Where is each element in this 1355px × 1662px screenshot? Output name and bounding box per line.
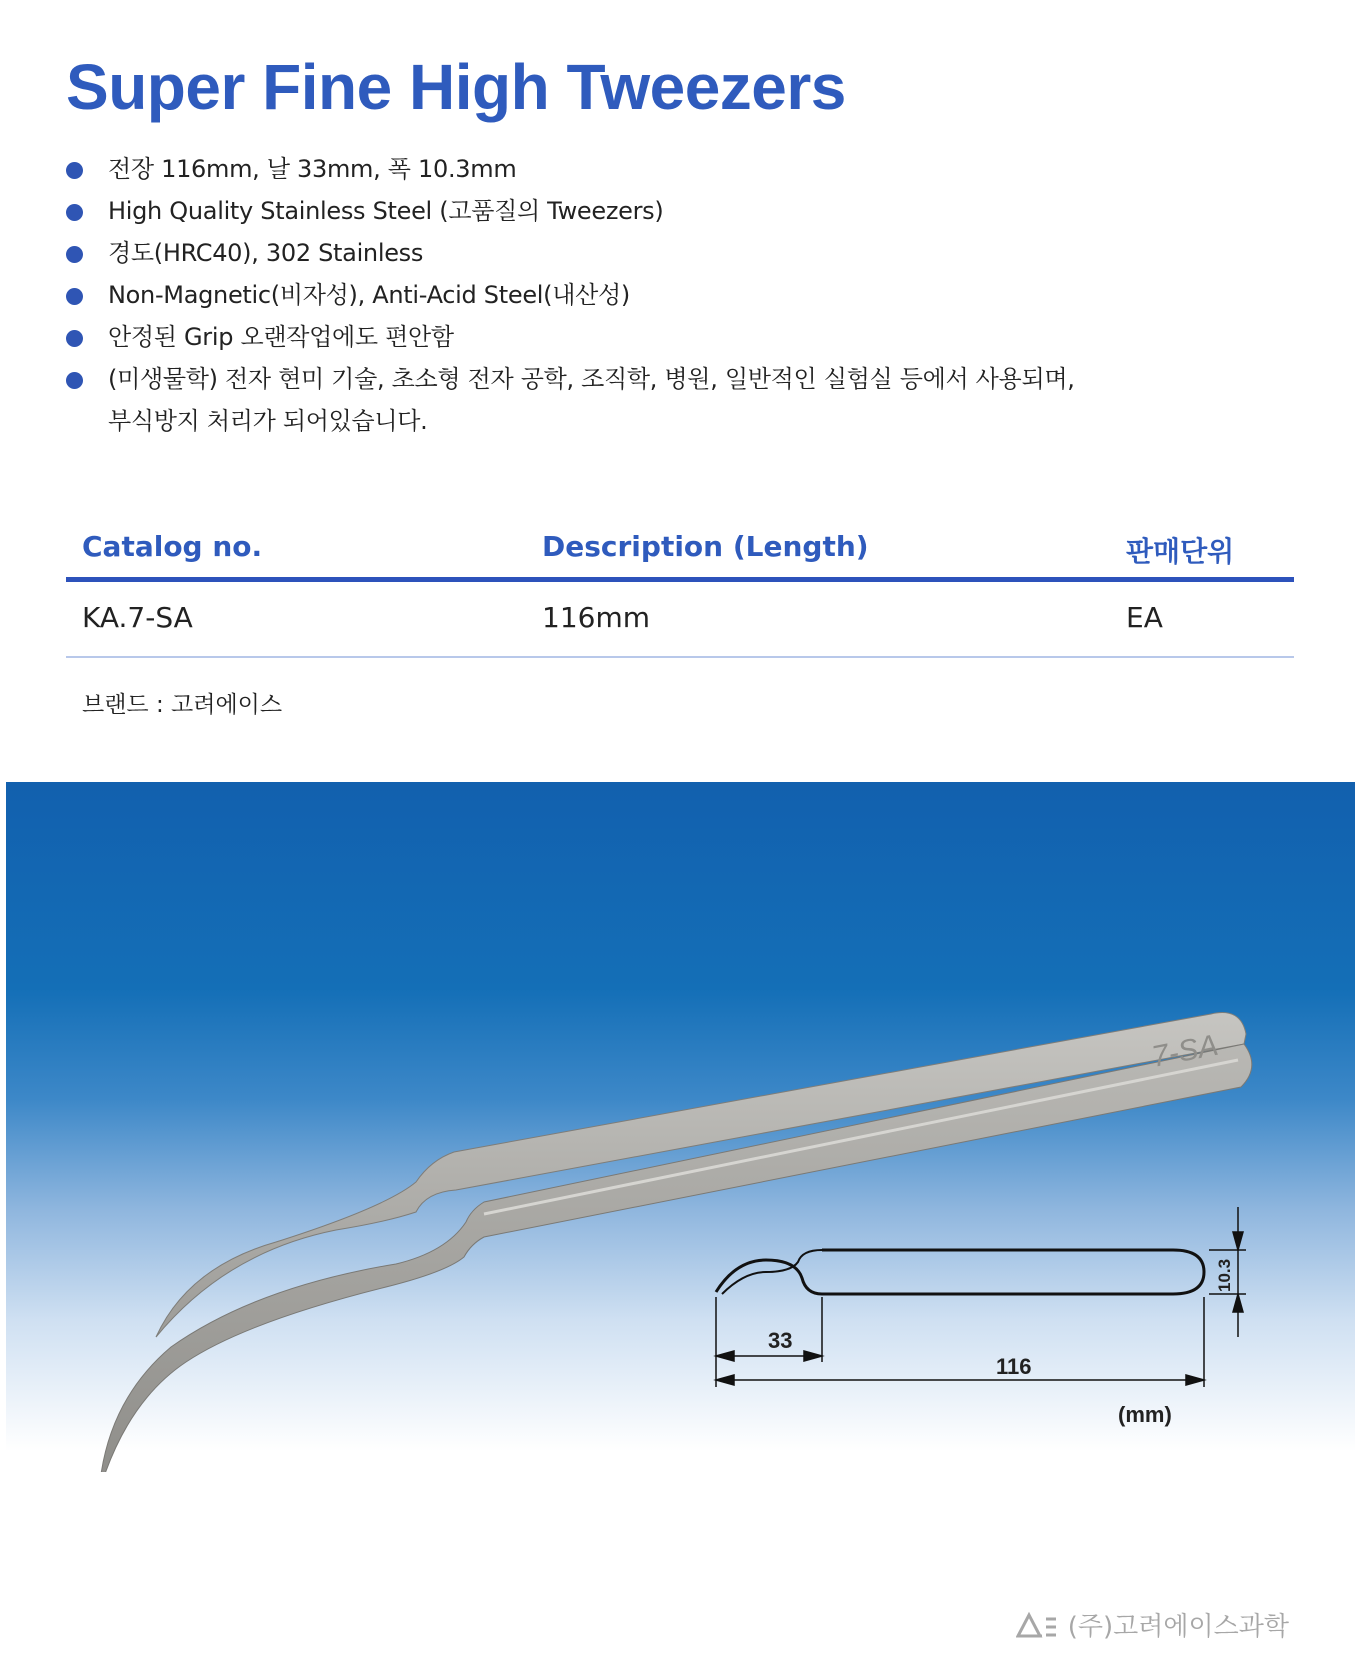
company-name: (주)고려에이스과학 [1067,1612,1289,1642]
tweezer-lower-arm [99,1044,1252,1472]
table-header [66,520,1294,582]
bullet-icon [66,330,83,347]
company-logo-icon [1016,1611,1058,1639]
table-row [66,582,1294,658]
bullet-icon [66,246,83,263]
dimension-length-label: 116 [996,1354,1032,1379]
feature-item: High Quality Stainless Steel (고품질의 Tweezers) [66,190,1166,232]
bullet-icon [66,162,83,179]
dimension-lines [716,1207,1246,1387]
feature-item: Non-Magnetic(비자성), Anti-Acid Steel(내산성) [66,274,1166,316]
feature-item: 전장 116mm, 날 33mm, 폭 10.3mm [66,148,1166,190]
feature-item: (미생물학) 전자 현미 기술, 초소형 전자 공학, 조직학, 병원, 일반적인 실험실 등에서 사용되며, 부식방지 처리가 되어있습니다. [66,358,1166,442]
bullet-icon [66,288,83,305]
bullet-icon [66,204,83,221]
feature-continuation: 부식방지 처리가 되어있습니다. [108,407,428,435]
header-sales-unit: 판매단위 [1126,535,1235,568]
dimension-tip-label: 33 [768,1328,793,1353]
header-description: Description (Length) [542,530,869,563]
product-photo [6,782,1355,1472]
tweezer-engraving: 7-SA [1149,1028,1221,1074]
feature-item: 안정된 Grip 오랜작업에도 편안함 [66,316,1166,358]
cell-sales-unit: EA [1126,601,1163,634]
dimension-drawing [716,1250,1204,1294]
cell-description: 116mm [542,601,650,634]
feature-list [66,148,1166,442]
footer [1016,1606,1289,1643]
header-catalog-no: Catalog no. [82,530,263,563]
page-title: Super Fine High Tweezers [66,51,846,123]
product-table [66,520,1294,658]
dimension-width-label: 10.3 [1215,1258,1234,1292]
tweezers-illustration [6,782,1355,1472]
dimension-unit-label: (mm) [1118,1402,1172,1427]
feature-item: 경도(HRC40), 302 Stainless [66,232,1166,274]
bullet-icon [66,372,83,389]
brand-label: 브랜드 : 고려에이스 [82,692,283,718]
cell-catalog-no: KA.7-SA [82,601,193,634]
